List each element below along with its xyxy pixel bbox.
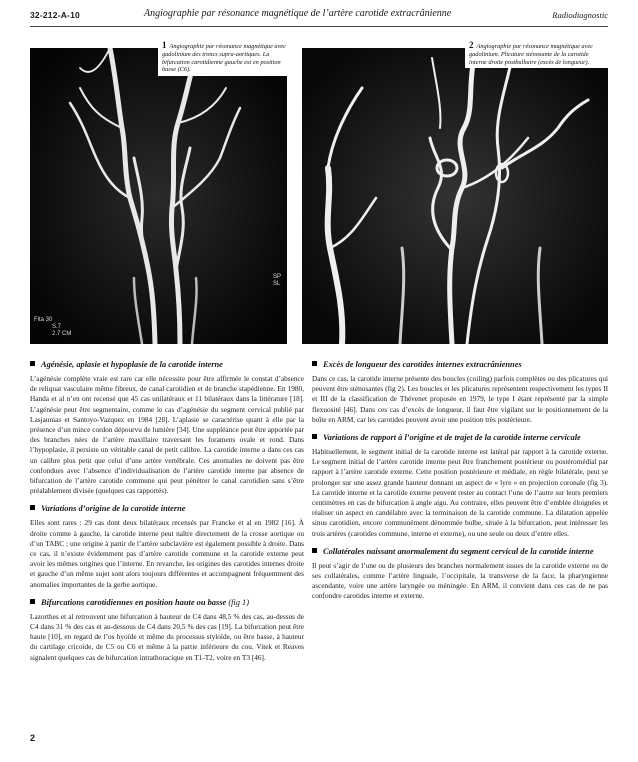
paragraph-exces-longueur: Dans ce cas, la carotide interne présente des boucles (coiling) parfois complètes ou des plicatures qui peuvent être sténosantes (fig 2). Les boucles et les plicatures représentent respectivement les types II et III de la classification de Thévenet proposée en 1979, le type I étant représenté par la simple flexuosité [46]. Dans ces cas d’excès de longueur, il faut être vigilant sur le positionnement de la boîte en ARM, car les carotides peuvent avoir une position très postérieure. [312,374,608,424]
figure-2-caption [465,40,611,68]
figure-1-scan-info: Fita 30 S.7 2.7 CM [34,317,72,337]
left-text-column [30,352,304,666]
paragraph-variations-rapport: Habituellement, le segment initial de la carotide interne est latéral par rapport à la carotide externe. Le segment initial de l’artère carotide interne peut être franchement postérieur ou postéromédial par rapport à l’artère carotide externe. Cette position postérieure et médiale, en règle bilatérale, peut se prolonger sur une assez grande hauteur donnant un aspect de « lyre » en projection coronale (fig 3). La carotide interne et la carotide externe peuvent rester au contact l’une de l’autre sur leurs premiers centimètres en cas de bifurcation à angle aigu. Au contraire, elles peuvent être d’emblée éloignées et réaliser un aspect en candélabre avec la terminaison de la carotide commune. La dilatation appelée sinus carotidien, encore communément dénommée bulbe, située à la bifurcation, peut intéresser les trois artères (carotides commune, interne et externe), ou une seule ou deux d’entre elles. [312,447,608,538]
page-number: 2 [30,733,36,743]
figure-2-caption-text: Angiographie par résonance magnétique avec gadolinium. Plicature sténosante de la carotide interne droite postbulbaire (excès de longueur). [469,43,593,66]
section-name: Radiodiagnostic [552,10,608,20]
article-reference: 32-212-A-10 [30,10,80,20]
section-bullet-icon [312,434,317,439]
header-rule [30,26,608,27]
figure-1-orientation-labels: SP SL [272,274,281,287]
figure-1-caption-text: Angiographie par résonance magnétique avec gadolinium des troncs supra-aortiques. La bifurcation carotidienne gauche est en position basse (C6). [162,43,286,74]
right-text-column [312,352,608,605]
figure-2-angiogram [302,48,608,344]
figure-2-image [302,48,608,344]
section-bullet-icon [30,505,35,510]
section-heading-collaterales: Collatérales naissant anormalement du segment cervical de la carotide interne [312,547,608,557]
section-bullet-icon [30,599,35,604]
paragraph-agenesie: L’agénésie complète vraie est rare car elle nécessite pour être affirmée le constat d’absence de reliquat vasculaire même fibreux, de canal carotidien et de branche stapédienne. En 1980, Handa et al n’en ont recensé que 45 cas unilatéraux et 11 bilatéraux dans la littérature [18]. L’agénésie peut être segmentaire, comme le cas d’agénésie du segment cervical publié par Lasjaunias et Santoyo-Vazquez en 1984 [28]. L’aplasie se caractérise quant à elle par la présence d’un mince cordon dépourvu de lumière [34]. Une suppléance peut être apportée par des branches nées de l’artère maxillaire traversant les foramens ovale et rond. Dans l’hypoplasie, il persiste un véritable canal de petit calibre. La carotide interne a dans ces cas un calibre plus petit que celui d’une artère vertébrale. Ces anomalies ne doivent pas être confondues avec l’absence d’individualisation de l’artère carotide interne par absence de bifurcation de l’artère carotide commune qui peut pénétrer le canal carotidien sans s’être préalablement divisée (quelques cas rapportés). [30,374,304,496]
section-bullet-icon [30,361,35,366]
paragraph-collaterales: Il peut s’agir de l’une ou de plusieurs des branches normalement issues de la carotide externe ou de ses collatérales, comme l’artère linguale, l’occipitale, la transverse de la face, la pharyngienne ascendante, voire une artère laryngée ou méningée. En ARM, il convient dans ces cas de ne pas confondre carotides interne et externe. [312,560,608,601]
figure-1-image [30,48,287,344]
section-heading-bifurcations: Bifurcations carotidiennes en position haute ou basse (fig 1) [30,598,304,608]
section-bullet-icon [312,361,317,366]
paragraph-bifurcations: Lazorthes et al retrouvent une bifurcation à hauteur de C4 dans 48,5 % des cas, au-dessus de C4 dans 31 % des cas et au-dessous de C4 dans 20,5 % des cas [19]. La bifurcation peut être haute [10], en regard de l’os hyoïde et même du processus styloïde, ou être basse, à hauteur du cartilage cricoïde, de C5 ou C6 et même à la partie inférieure du cou. Vitek et Reaves signalent quelques cas de bifurcation intrathoracique en T1-T2, voire en T3 [46]. [30,611,304,662]
running-title: Angiographie par résonance magnétique de l’artère carotide extracrânienne [144,8,452,19]
figure-1-caption [158,40,292,76]
section-heading-variations-rapport: Variations de rapport à l’origine et de trajet de la carotide interne cervicale [312,433,608,443]
paragraph-variations-origine: Elles sont rares : 29 cas dont deux bilatéraux recensés par Francke et al en 1982 [16]. À droite comme à gauche, la carotide interne peut naître directement de la crosse aortique ou d’un TABC ; une origine à partir de l’artère subclavière est également possible à droite. Dans ce cas, il n’existe évidemment pas d’artère carotide commune et la carotide externe peut avoir les mêmes origines que l’interne. En revanche, les origines des carotides internes droite et gauche d’un même sujet sont alors toujours différentes et accompagnent fréquemment des anomalies importantes de la gerbe aortique. [30,518,304,589]
figure-reference: (fig 1) [228,597,250,607]
section-bullet-icon [312,548,317,553]
section-heading-variations-origine: Variations d’origine de la carotide interne [30,504,304,514]
figure-2-number: 2 [469,40,474,50]
figure-1-angiogram [30,48,287,344]
section-heading-exces-longueur: Excès de longueur des carotides internes extracrâniennes [312,360,608,370]
page-header [30,8,608,24]
figure-1-number: 1 [162,40,167,50]
section-heading-agenesie: Agénésie, aplasie et hypoplasie de la carotide interne [30,360,304,370]
